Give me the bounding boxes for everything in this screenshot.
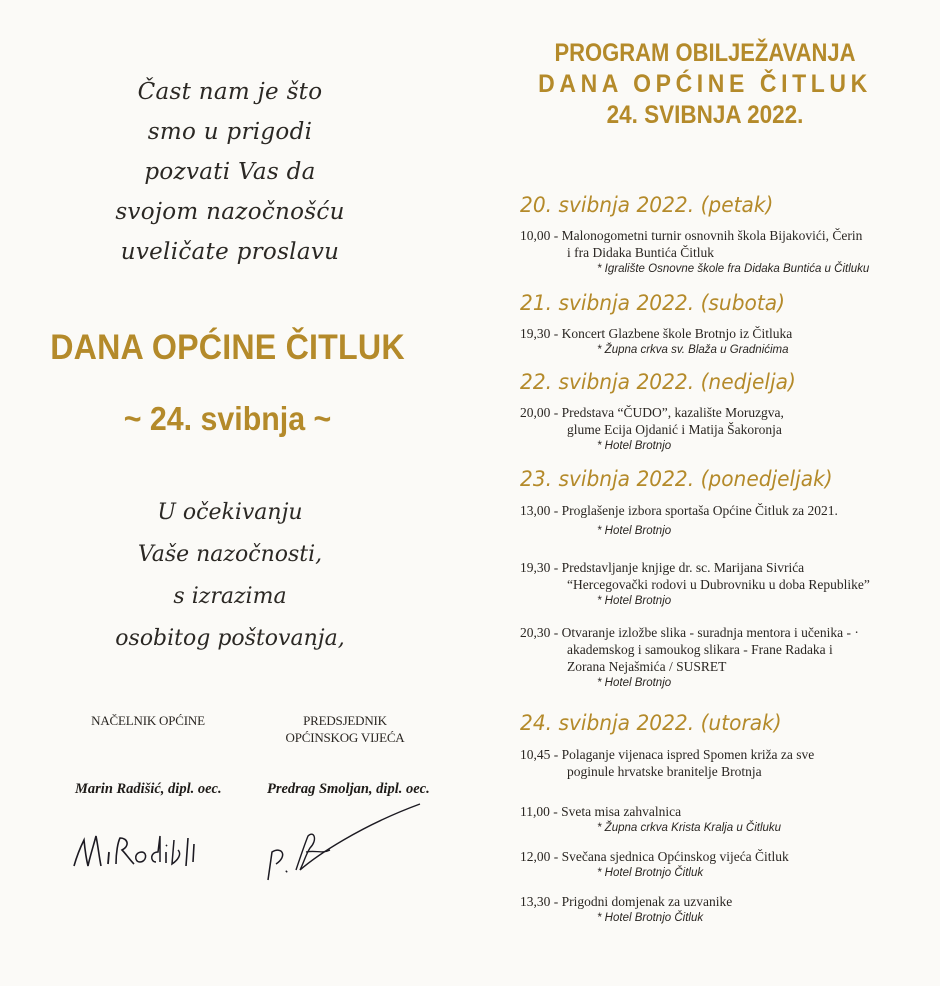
invite-line: uveličate proslavu [120,239,340,265]
council-president-role [270,712,420,746]
regards-text [60,492,400,660]
program-panel [470,0,940,986]
invite-line: svojom nazočnošću [115,199,345,225]
event-line: 19,30 - Koncert Glazbene škole Brotnjo iz Čitluka [520,326,793,341]
event-line: 12,00 - Svečana sjednica Općinskog vijeća Čitluk [520,849,789,864]
program-title-line: DANA OPĆINE ČITLUK [538,70,872,98]
event-location: * Hotel Brotnjo [597,440,672,452]
program-event [520,746,930,780]
event-location: * Hotel Brotnjo [597,677,672,689]
program-event [520,227,930,278]
day-heading: 21. svibnja 2022. (subota) [520,291,785,315]
program-event [520,848,930,882]
event-line: 13,00 - Proglašenje izbora sportaša Općine Čitluk za 2021. [520,503,838,518]
event-line: 10,00 - Malonogometni turnir osnovnih škola Bijakovići, Čerin [520,228,863,243]
regards-line: osobitog poštovanja, [115,626,345,651]
council-president-signature [260,800,430,890]
event-line: poginule hrvatske branitelje Brotnja [567,764,762,779]
event-line: 20,30 - Otvaranje izložbe slika - suradnja mentora i učenika - · [520,625,859,640]
council-role-line: PREDSJEDNIK [303,713,387,728]
event-location: * Hotel Brotnjo Čitluk [597,867,704,879]
program-event [520,893,930,927]
program-title-line: PROGRAM OBILJEŽAVANJA [554,39,856,67]
invitation-text [60,72,400,272]
mayor-role-line: NAČELNIK OPĆINE [91,713,205,728]
program-title [470,38,940,131]
program-event [520,404,930,455]
day-heading: 23. svibnja 2022. (ponedjeljak) [520,467,833,491]
invite-line: Čast nam je što [137,79,323,105]
program-event [520,559,930,610]
event-line: akademskog i samoukog slikara - Frane Radaka i [567,642,833,657]
mayor-role [88,712,208,729]
event-line: i fra Didaka Buntića Čitluk [567,245,714,260]
event-location: * Župna crkva Krista Kralja u Čitluku [597,822,782,834]
event-line: 19,30 - Predstavljanje knjige dr. sc. Marijana Sivrića [520,560,805,575]
program-title-line: 24. SVIBNJA 2022. [606,101,804,129]
event-line: Zorana Nejašmića / SUSRET [567,659,727,674]
event-location: * Župna crkva sv. Blaža u Gradnićima [597,344,789,356]
program-event [520,325,930,359]
regards-line: U očekivanju [157,500,303,525]
invitation-panel [0,0,455,986]
regards-line: Vaše nazočnosti, [137,542,323,567]
invite-line: pozvati Vas da [144,159,316,185]
program-event [520,624,930,692]
mayor-signature [68,822,208,877]
event-line: 10,45 - Polaganje vijenaca ispred Spomen križa za sve [520,747,815,762]
mayor-name: Marin Radišić, dipl. oec. [75,781,222,797]
event-line: “Hercegovački rodovi u Dubrovniku u doba Republike” [567,577,870,592]
day-heading: 22. svibnja 2022. (nedjelja) [520,370,796,394]
day-heading: 24. svibnja 2022. (utorak) [520,711,782,735]
event-line: 13,30 - Prigodni domjenak za uzvanike [520,894,733,909]
event-location: * Hotel Brotnjo [597,595,672,607]
council-role-line: OPĆINSKOG VIJEĆA [285,730,405,745]
program-event [520,502,930,540]
day-heading: 20. svibnja 2022. (petak) [520,193,774,217]
regards-line: s izrazima [173,584,287,609]
program-event [520,803,930,837]
event-line: 20,00 - Predstava “ČUDO”, kazalište Moruzgva, [520,405,784,420]
event-date: ~ 24. svibnja ~ [123,400,332,437]
event-line: glume Ecija Ojdanić i Matija Šakoronja [567,422,782,437]
event-location: * Hotel Brotnjo [597,525,672,537]
event-line: 11,00 - Sveta misa zahvalnica [520,804,682,819]
invite-line: smo u prigodi [147,119,313,145]
event-title: DANA OPĆINE ČITLUK [50,328,405,367]
event-location: * Igralište Osnovne škole fra Didaka Buntića u Čitluku [597,263,870,275]
council-president-name: Predrag Smoljan, dipl. oec. [267,781,430,797]
event-location: * Hotel Brotnjo Čitluk [597,912,704,924]
